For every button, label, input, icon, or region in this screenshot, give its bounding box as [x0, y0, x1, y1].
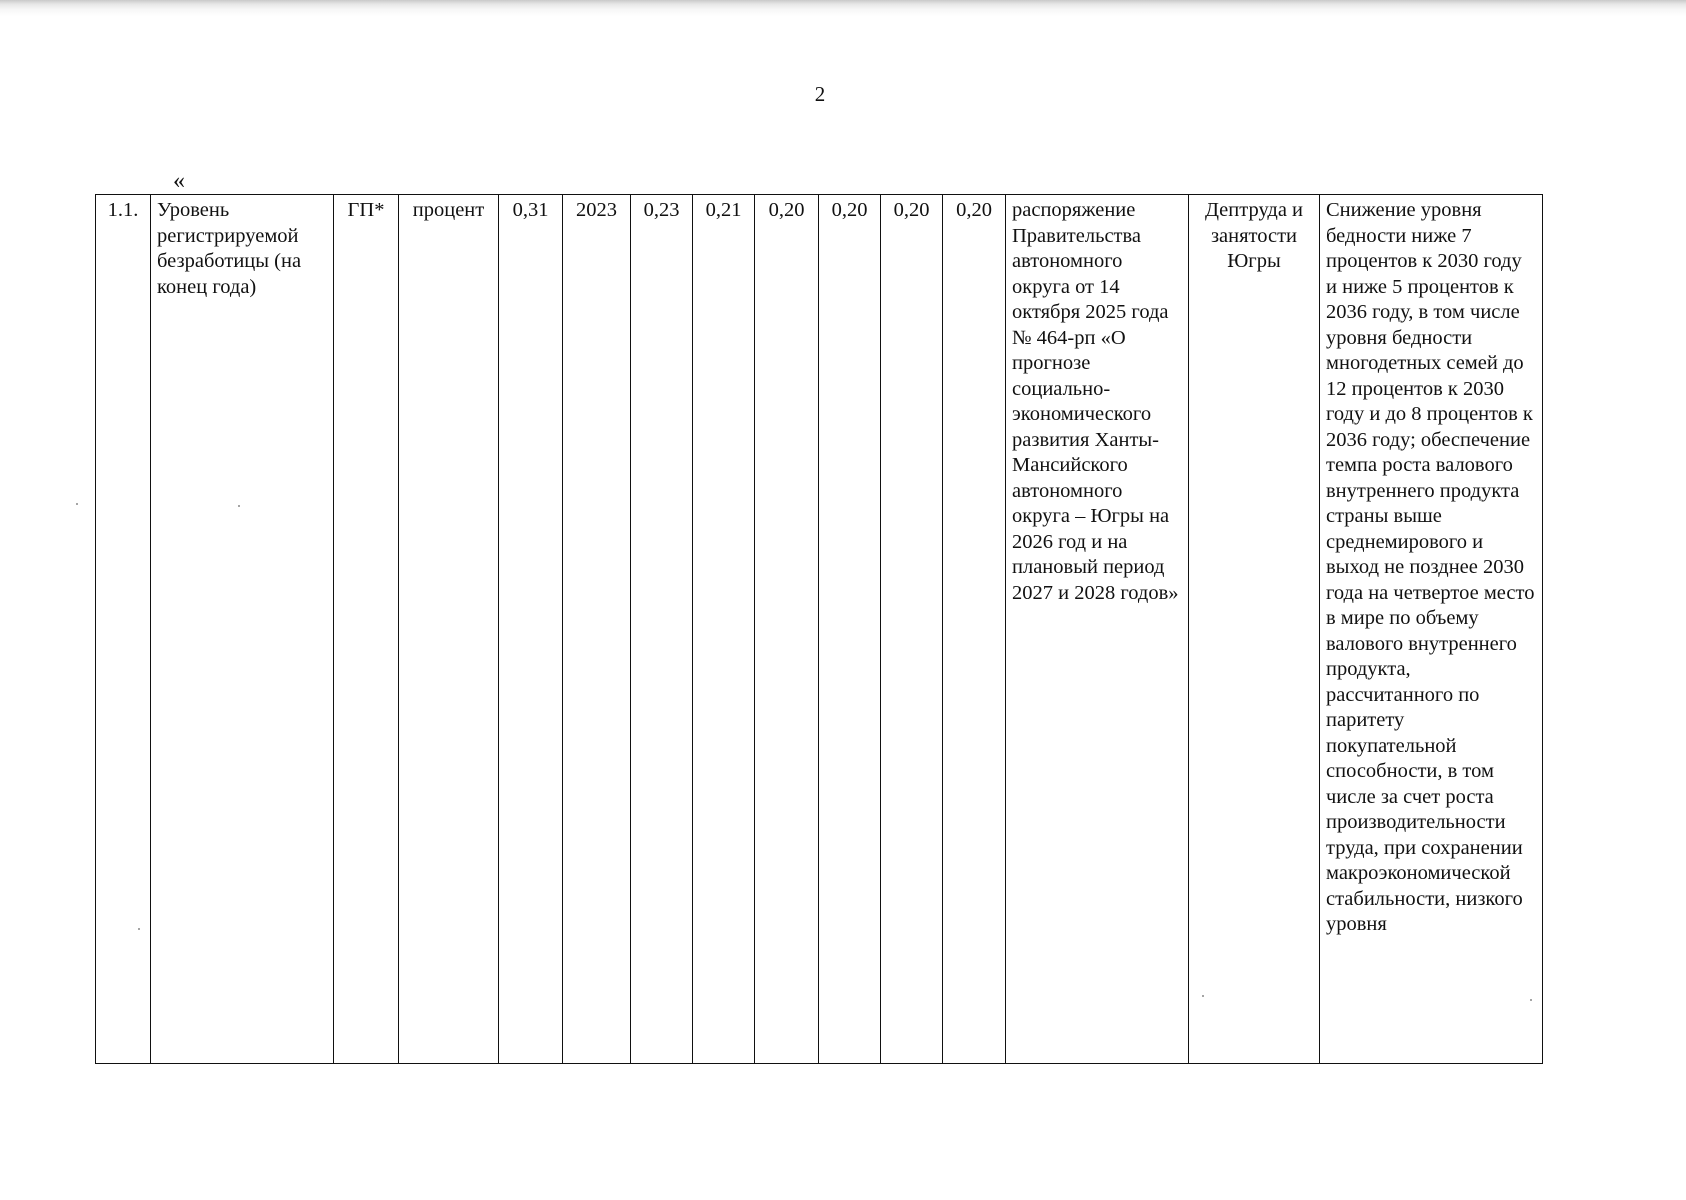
indicator-name-cell: Уровень регистрируемой безработицы (на конец года) — [151, 195, 334, 1064]
scan-speck — [1202, 995, 1204, 997]
value-cell: 0,20 — [819, 195, 881, 1064]
page-number: 2 — [814, 82, 826, 106]
value-cell: 0,20 — [755, 195, 819, 1064]
value-cell: 0,21 — [693, 195, 755, 1064]
base-value-cell: 0,31 — [499, 195, 563, 1064]
responsible-body-cell: Дептруда и занятости Югры — [1189, 195, 1320, 1064]
unit-cell: процент — [399, 195, 499, 1064]
indicator-table — [95, 194, 1543, 1064]
value-cell: 0,23 — [631, 195, 693, 1064]
national-goal-cell: Снижение уровня бедности ниже 7 процентов к 2030 году и ниже 5 процентов к 2036 году, в том числе уровня бедности многодетных семей до 12 процентов к 2030 году и до 8 процентов к 2036 году; обеспечение темпа роста валового внутреннего продукта страны выше среднемирового и выход не позднее 2030 года на четвертое место в мире по объему валового внутреннего продукта, рассчитанного по паритету покупательной способности, в том числе за счет роста производительности труда, при сохранении макроэкономической стабильности, низкого уровня — [1320, 195, 1543, 1064]
row-number-cell: 1.1. — [96, 195, 151, 1064]
value-cell: 0,20 — [943, 195, 1006, 1064]
indicator-level-cell: ГП* — [334, 195, 399, 1064]
scan-speck — [1530, 999, 1532, 1001]
value-cell: 0,20 — [881, 195, 943, 1064]
scan-speck — [138, 928, 140, 930]
source-document-cell: распоряжение Правительства автономного округа от 14 октября 2025 года № 464-рп «О прогнозе социально-экономического развития Ханты-Мансийского автономного округа – Югры на 2026 год и на плановый период 2027 и 2028 годов» — [1006, 195, 1189, 1064]
scan-speck — [76, 503, 78, 505]
base-year-cell: 2023 — [563, 195, 631, 1064]
table-row — [96, 195, 1543, 1064]
scan-edge-shadow — [0, 0, 1686, 16]
scan-speck — [238, 505, 240, 507]
opening-quote-mark: « — [173, 168, 185, 194]
